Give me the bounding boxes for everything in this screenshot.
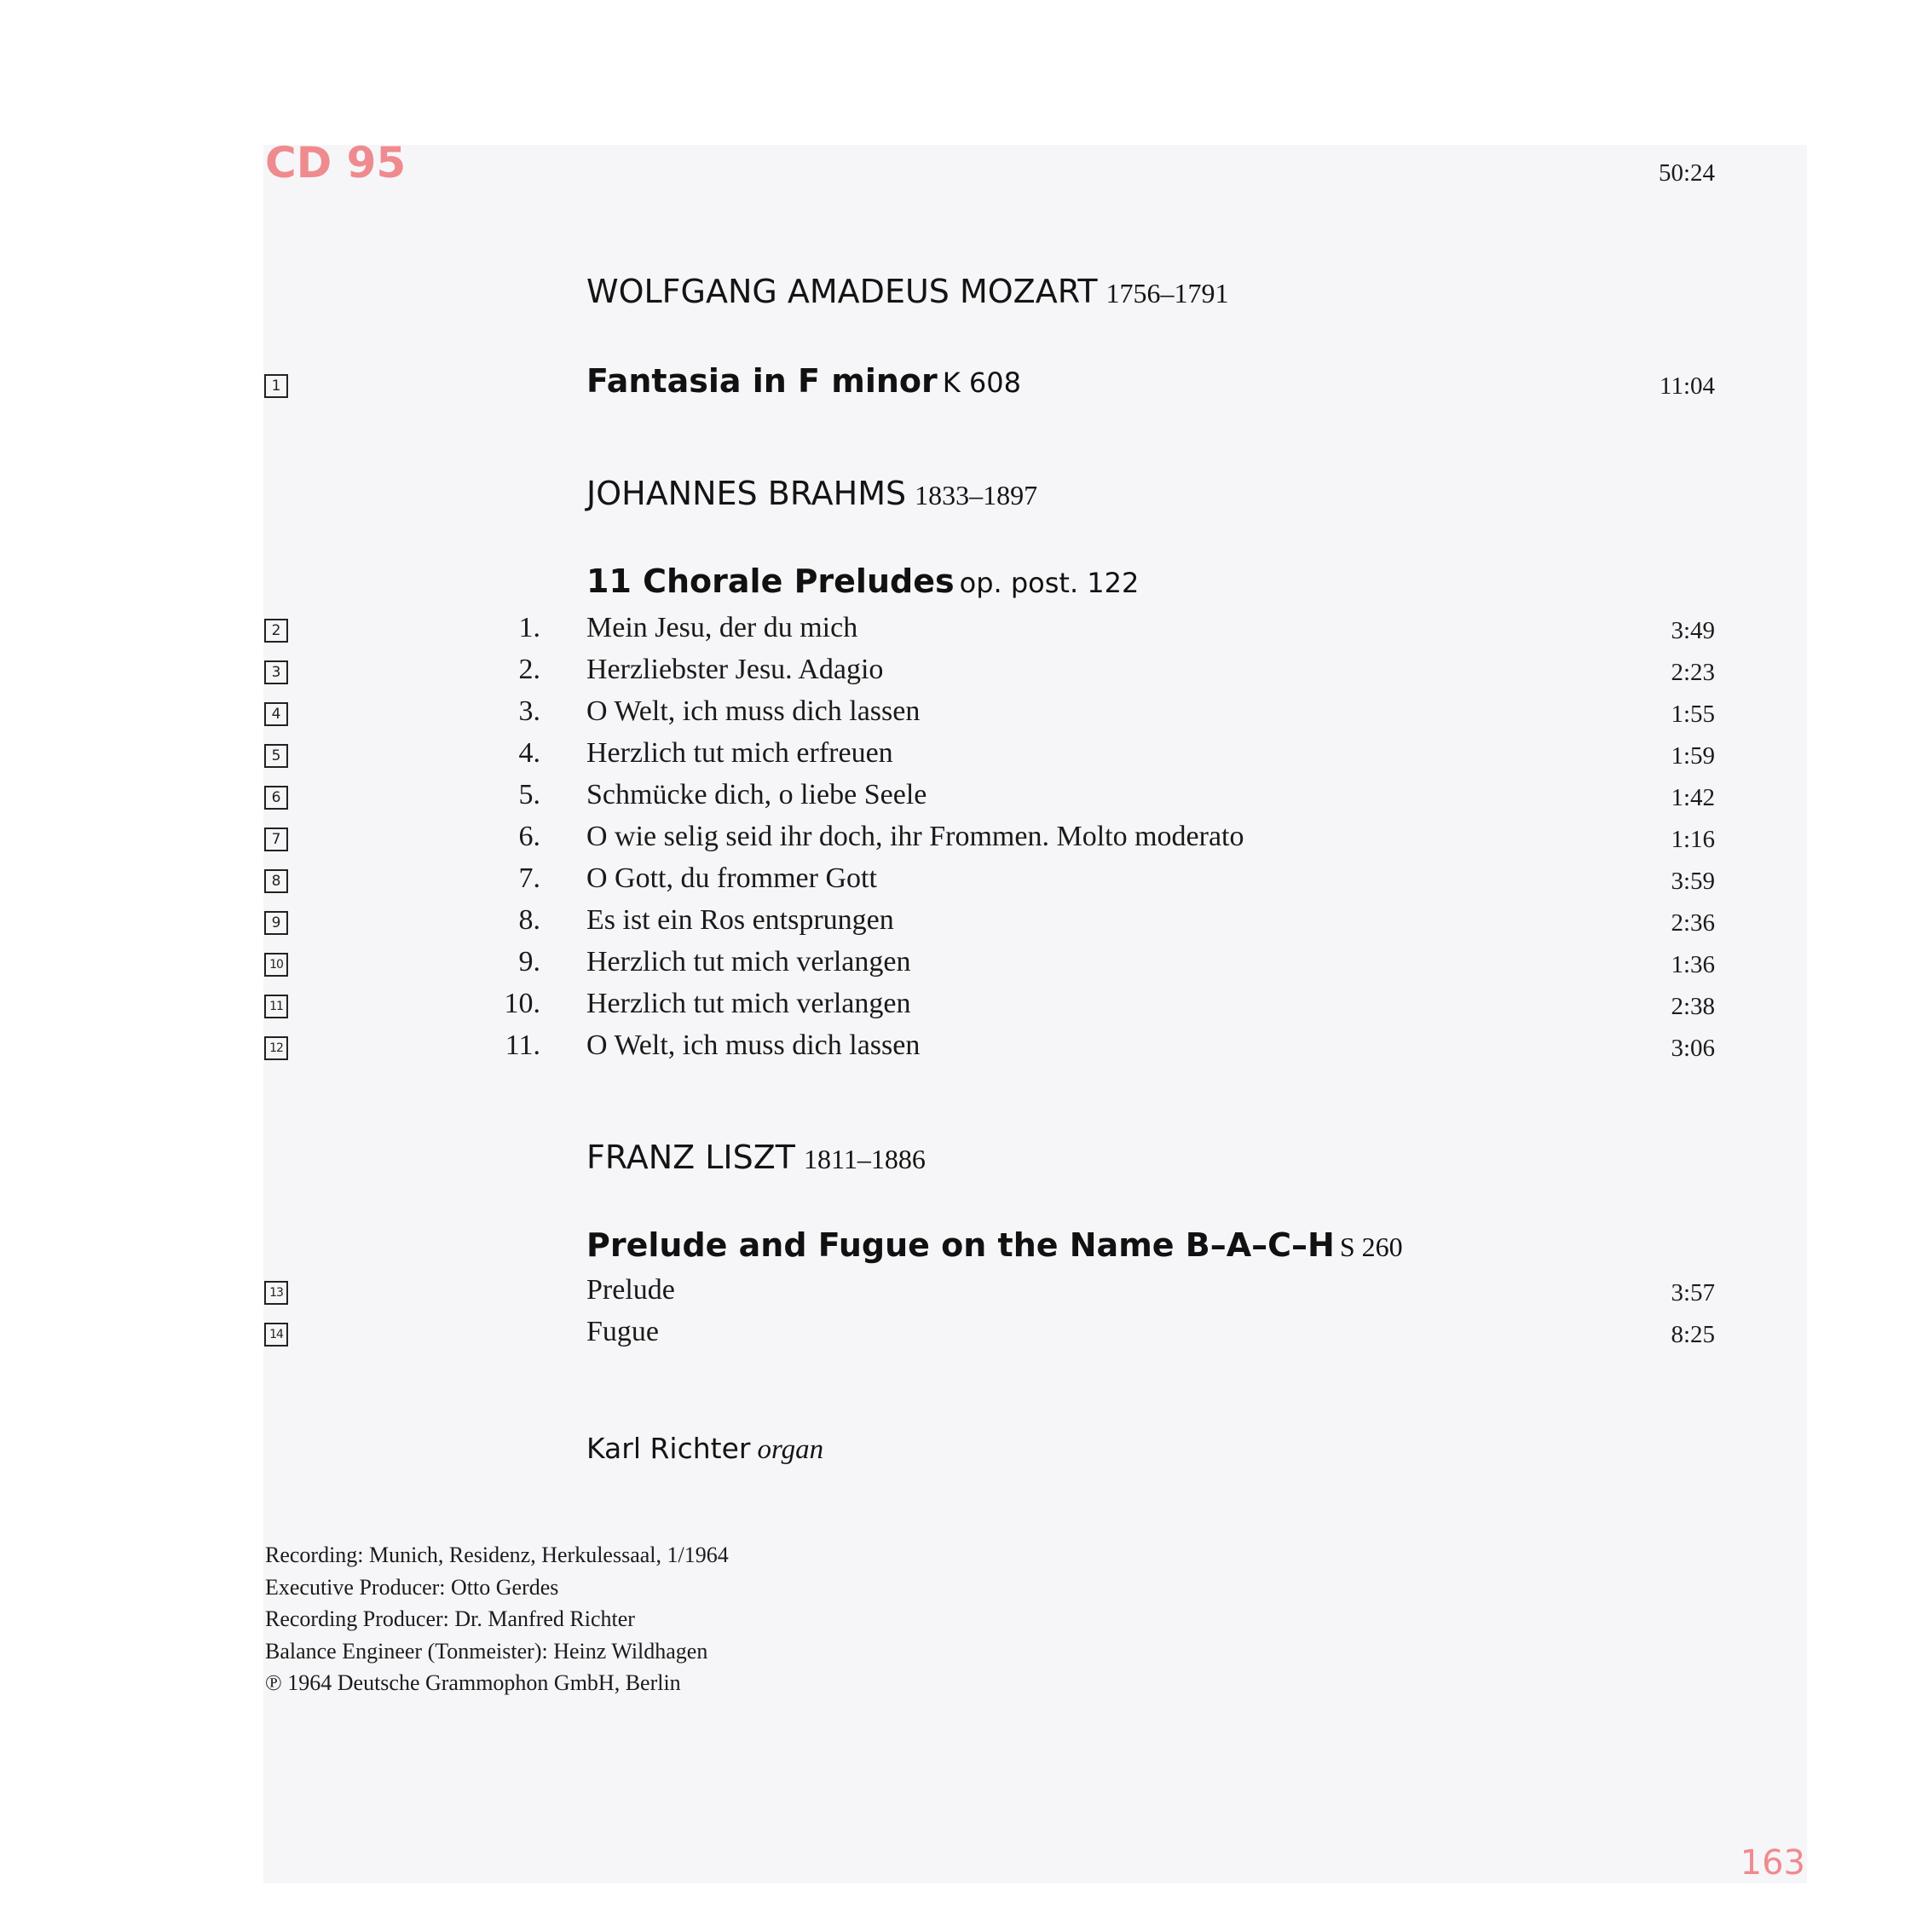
composer-dates: 1756–1791 — [1105, 278, 1229, 309]
prelude-number: 11. — [505, 1029, 540, 1061]
track-duration: 3:57 — [1671, 1279, 1715, 1306]
prelude-number: 7. — [518, 862, 540, 894]
performer — [586, 1432, 823, 1466]
composer-heading — [586, 475, 1037, 512]
work-catalog: S 260 — [1339, 1231, 1403, 1262]
prelude-number: 9. — [518, 946, 540, 978]
track-duration: 11:04 — [1660, 372, 1715, 400]
credit-line: Balance Engineer (Tonmeister): Heinz Wildhagen — [265, 1638, 708, 1664]
track-number-box: 14 — [264, 1323, 288, 1347]
track-duration: 1:59 — [1671, 742, 1715, 770]
track-duration: 1:55 — [1671, 701, 1715, 728]
track-title: Schmücke dich, o liebe Seele — [586, 779, 927, 810]
prelude-number: 3. — [518, 695, 540, 727]
prelude-number: 8. — [518, 904, 540, 936]
work-name: Prelude and Fugue on the Name B–A–C–H — [586, 1226, 1335, 1264]
work-title — [586, 562, 1139, 600]
page-number: 163 — [1740, 1843, 1805, 1883]
track-title: Herzlich tut mich erfreuen — [586, 737, 893, 769]
track-title: O Welt, ich muss dich lassen — [586, 695, 921, 727]
track-duration: 1:42 — [1671, 784, 1715, 811]
track-number-box: 3 — [264, 660, 288, 684]
work-name: Fantasia in F minor — [586, 362, 938, 400]
track-duration: 2:23 — [1671, 659, 1715, 686]
performer-name: Karl Richter — [586, 1432, 751, 1465]
track-number-box: 7 — [264, 828, 288, 851]
composer-dates: 1833–1897 — [915, 480, 1038, 510]
credit-line: Recording Producer: Dr. Manfred Richter — [265, 1606, 635, 1631]
recording-credits — [265, 1539, 1117, 1699]
work-title — [586, 1226, 1403, 1264]
track-duration: 3:59 — [1671, 868, 1715, 895]
track-number-box: 12 — [264, 1036, 288, 1060]
track-duration: 2:36 — [1671, 909, 1715, 937]
prelude-number: 4. — [518, 737, 540, 769]
track-title: O Welt, ich muss dich lassen — [586, 1029, 921, 1061]
work-name: 11 Chorale Preludes — [586, 562, 955, 600]
track-title: O wie selig seid ihr doch, ihr Frommen. Molto moderato — [586, 821, 1244, 852]
track-duration: 3:06 — [1671, 1035, 1715, 1062]
composer-name: JOHANNES BRAHMS — [586, 475, 907, 512]
track-title: Fugue — [586, 1316, 659, 1347]
composer-name: WOLFGANG AMADEUS MOZART — [586, 273, 1098, 310]
work-catalog: K 608 — [942, 366, 1021, 399]
total-time: 50:24 — [1658, 159, 1715, 187]
track-title: O Gott, du frommer Gott — [586, 862, 877, 894]
prelude-number: 1. — [518, 612, 540, 643]
composer-heading — [586, 273, 1229, 310]
work-catalog: op. post. 122 — [959, 567, 1140, 599]
track-duration: 3:49 — [1671, 617, 1715, 644]
track-title: Mein Jesu, der du mich — [586, 612, 858, 643]
track-number-box: 5 — [264, 744, 288, 768]
track-number-box: 9 — [264, 911, 288, 935]
prelude-number: 10. — [504, 988, 540, 1019]
cd-label: CD 95 — [265, 138, 407, 187]
composer-dates: 1811–1886 — [804, 1144, 926, 1174]
track-duration: 8:25 — [1671, 1321, 1715, 1348]
track-title: Es ist ein Ros entsprungen — [586, 904, 894, 936]
prelude-number: 5. — [518, 779, 540, 810]
track-number-box: 11 — [264, 995, 288, 1018]
track-title: Herzlich tut mich verlangen — [586, 988, 911, 1019]
credit-line: Recording: Munich, Residenz, Herkulessaal, 1/1964 — [265, 1543, 729, 1567]
credit-line: Executive Producer: Otto Gerdes — [265, 1574, 559, 1600]
track-number-box: 8 — [264, 869, 288, 893]
work-title — [586, 362, 1021, 400]
performer-instrument: organ — [757, 1434, 824, 1465]
prelude-number: 6. — [518, 821, 540, 852]
track-duration: 1:36 — [1671, 951, 1715, 978]
track-duration: 1:16 — [1671, 826, 1715, 853]
track-number-box: 2 — [264, 619, 288, 643]
composer-name: FRANZ LISZT — [586, 1139, 795, 1176]
credit-line: ℗ 1964 Deutsche Grammophon GmbH, Berlin — [265, 1670, 681, 1695]
track-number-box: 4 — [264, 702, 288, 726]
track-number-box: 10 — [264, 953, 288, 977]
track-title: Prelude — [586, 1274, 675, 1306]
composer-heading — [586, 1139, 926, 1176]
prelude-number: 2. — [518, 654, 540, 685]
track-number-box: 1 — [264, 374, 288, 398]
track-number-box: 6 — [264, 786, 288, 810]
track-number-box: 13 — [264, 1281, 288, 1305]
track-title: Herzlich tut mich verlangen — [586, 946, 911, 978]
track-duration: 2:38 — [1671, 993, 1715, 1020]
track-title: Herzliebster Jesu. Adagio — [586, 654, 884, 685]
